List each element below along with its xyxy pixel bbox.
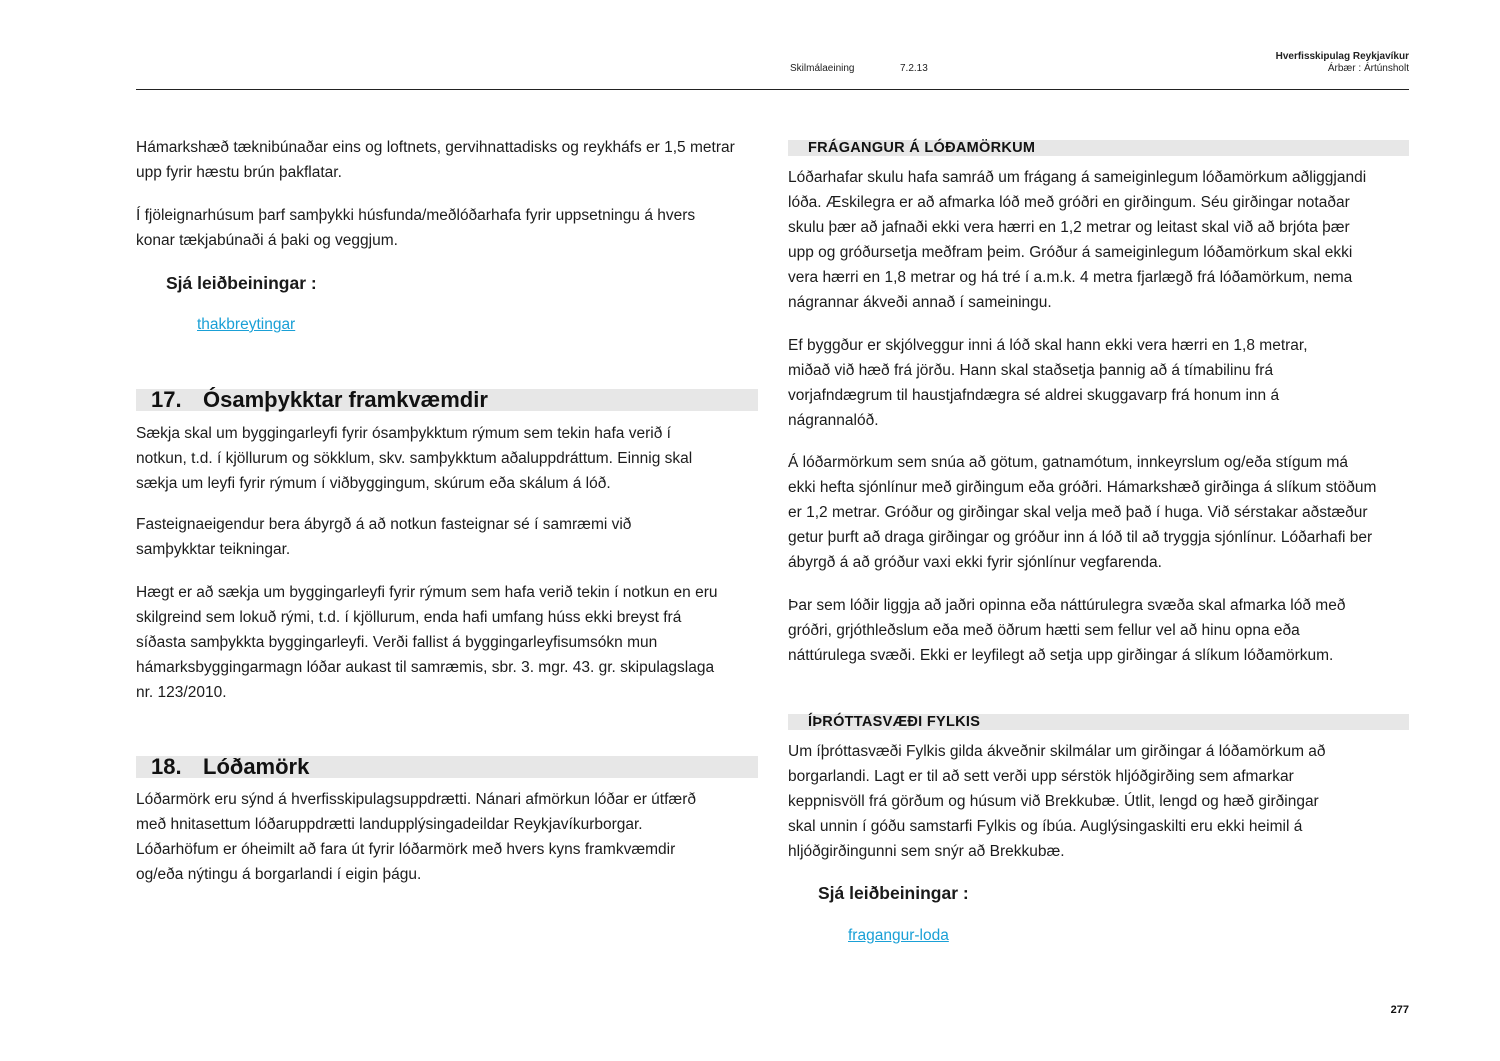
section-17-heading <box>136 389 758 411</box>
paragraph: Þar sem lóðir liggja að jaðri opinna eða náttúrulegra svæða skal afmarka lóð með gróðri, grjóthleðslum eða með öðrum hætti sem fellur vel að hinu opna eða náttúrulega svæði. Ekki er leyfilegt að setja upp girðingar á slíkum lóðamörkum. <box>788 597 1346 664</box>
subheading-text: ÍÞRÓTTASVÆÐI FYLKIS <box>808 714 981 730</box>
paragraph: Sækja skal um byggingarleyfi fyrir ósamþykktum rýmum sem tekin hafa verið í notkun, t.d. í kjöllurum og sökklum, skv. samþykktum aðaluppdráttum. Einnig skal sækja um leyfi fyrir rýmum í viðbyggingum, skúrum eða skálum á lóð. <box>136 425 693 492</box>
paragraph: Á lóðarmörkum sem snúa að götum, gatnamótum, innkeyrslum og/eða stígum má ekki hefta sjónlínur með girðingum eða gróðri. Hámarkshæð girðinga á slíkum stöðum er 1,2 metrar. Gróður og girðingar skal velja með það í huga. Við sérstakar aðstæður getur þurft að draga girðingar og gróður inn á lóð til að tryggja sjónlínur. Lóðarhafi ber ábyrgð á að gróður vaxi ekki fyrir sjónlínur vegfarenda. <box>788 454 1377 571</box>
section-number: 7.2.13 <box>900 63 928 74</box>
left-paragraph-2-wrap <box>136 203 736 253</box>
subheading-ithrottasvaedi <box>788 714 1409 730</box>
right-paragraph-1-wrap <box>788 165 1368 315</box>
section-17-paragraph-3-wrap <box>136 580 726 705</box>
area-name: Árbær : Ártúnsholt <box>1327 63 1409 74</box>
plan-title: Hverfisskipulag Reykjavíkur <box>1275 51 1409 62</box>
section-title: Lóðamörk <box>203 754 310 779</box>
guideline-link-fragangur-loda[interactable]: fragangur-loda <box>848 927 949 944</box>
paragraph: Ef byggður er skjólveggur inni á lóð skal hann ekki vera hærri en 1,8 metrar, miðað við hæð frá jörðu. Hann skal staðsetja þannig að á tímabilinu frá vorjafndægrum til haustjafndægra sé aldrei skuggavarp frá honum inn á nágrannalóð. <box>788 337 1308 429</box>
section-number: 17. <box>151 387 182 412</box>
paragraph: Hægt er að sækja um byggingarleyfi fyrir rýmum sem hafa verið tekin í notkun en eru skilgreind sem lokuð rými, t.d. í kjöllurum, enda hafi umfang húss ekki breyst frá síðasta samþykkta byggingarleyfi. Verði fallist á byggingarleyfisumsókn mun hámarksbyggingarmagn lóðar aukast til samræmis, sbr. 3. mgr. 43. gr. skipulagslaga nr. 123/2010. <box>136 584 718 701</box>
right-paragraph-5-wrap <box>788 739 1348 864</box>
section-title: Ósamþykktar framkvæmdir <box>203 387 488 412</box>
right-paragraph-2-wrap <box>788 333 1348 433</box>
section-number: 18. <box>151 754 182 779</box>
header-divider <box>136 89 1409 90</box>
section-18-heading <box>136 756 758 778</box>
section-17-paragraph-1-wrap <box>136 421 726 496</box>
section-label: Skilmálaeining <box>790 63 855 74</box>
left-paragraph-1-wrap <box>136 135 736 185</box>
paragraph: Lóðarmörk eru sýnd á hverfisskipulagsuppdrætti. Nánari afmörkun lóðar er útfærð með hnitasettum lóðaruppdrætti landupplýsingadeildar Reykjavíkurborgar. Lóðarhöfum er óheimilt að fara út fyrir lóðarmörk með hvers kyns framkvæmdir og/eða nýtingu á borgarlandi í eigin þágu. <box>136 791 696 883</box>
page-number: 277 <box>1390 1004 1409 1016</box>
paragraph: Í fjöleignarhúsum þarf samþykki húsfunda/meðlóðarhafa fyrir uppsetningu á hvers konar tækjabúnaði á þaki og veggjum. <box>136 207 696 249</box>
plan-header <box>1276 51 1409 75</box>
paragraph: Fasteignaeigendur bera ábyrgð á að notkun fasteignar sé í samræmi við samþykktar teikningar. <box>136 516 632 558</box>
section-17-paragraph-2-wrap <box>136 512 696 562</box>
guidelines-label: Sjá leiðbeiningar : <box>818 883 969 903</box>
section-18-paragraph-wrap <box>136 787 726 887</box>
right-paragraph-3-wrap <box>788 450 1378 575</box>
paragraph: Hámarkshæð tæknibúnaðar eins og loftnets, gervihnattadisks og reykháfs er 1,5 metrar upp fyrir hæstu brún þakflatar. <box>136 139 735 181</box>
subheading-text: FRÁGANGUR Á LÓÐAMÖRKUM <box>808 140 1036 156</box>
subheading-fragangur <box>788 140 1409 156</box>
paragraph: Um íþróttasvæði Fylkis gilda ákveðnir skilmálar um girðingar á lóðamörkum að borgarlandi. Lagt er til að sett verði upp sérstök hljóðgirðing sem afmarkar keppnisvöll frá görðum og húsum við Brekkubæ. Útlit, lengd og hæð girðingar skal unnin í góðu samstarfi Fylkis og íbúa. Auglýsingaskilti eru ekki heimil á hljóðgirðingunni sem snýr að Brekkubæ. <box>788 743 1326 860</box>
guidelines-label: Sjá leiðbeiningar : <box>166 273 317 293</box>
paragraph: Lóðarhafar skulu hafa samráð um frágang á sameiginlegum lóðamörkum aðliggjandi lóða. Æskilegra er að afmarka lóð með gróðri en girðingum. Séu girðingar notaðar skulu þær að jafnaði ekki vera hærri en 1,2 metrar og leitast skal við að brjóta þær upp og gróðursetja meðfram þeim. Gróður á sameiginlegum lóðamörkum skal ekki vera hærri en 1,8 metrar og há tré í a.m.k. 4 metra fjarlægð frá lóðamörkum, nema nágrannar ákveði annað í sameiningu. <box>788 169 1367 311</box>
right-paragraph-4-wrap <box>788 593 1368 668</box>
guideline-link-thakbreytingar[interactable]: thakbreytingar <box>197 316 296 333</box>
